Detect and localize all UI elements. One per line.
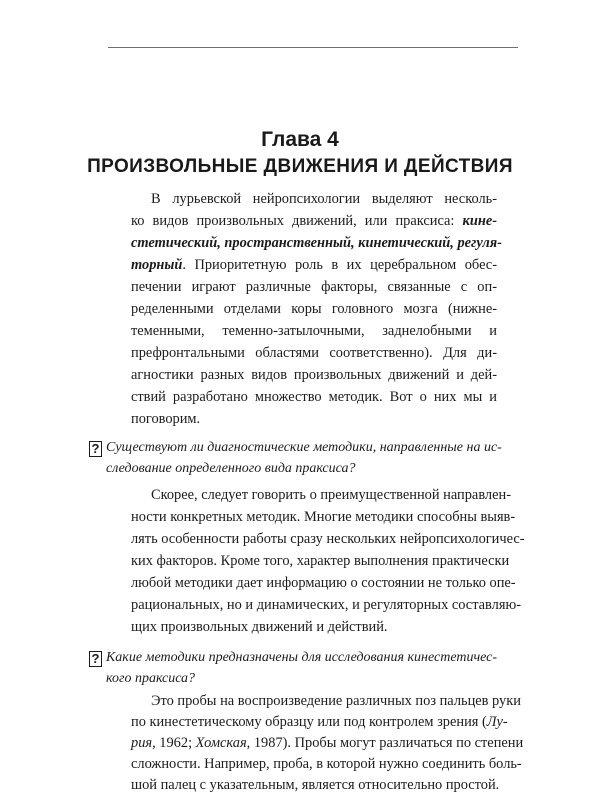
answer-line: ности конкретных методик. Многие методики способны выяв-: [131, 509, 516, 525]
question-line: кого праксиса?: [106, 671, 196, 686]
emphasis-term: кине-: [462, 213, 497, 229]
answer-line: ких факторов. Кроме того, характер выполнения практически: [131, 553, 510, 569]
answer-line: щих произвольных движений и действий.: [131, 619, 388, 635]
intro-line: ределенными отделами коры головного мозга (нижне-: [131, 301, 497, 317]
answer-line: шой палец с указательным, является относительно простой.: [131, 777, 500, 793]
question-mark-icon: ?: [89, 651, 102, 667]
intro-line: префронтальными областями соответственно). Для ди-: [131, 345, 497, 361]
emphasis-term: торный: [131, 257, 183, 273]
intro-line: В лурьевской нейропсихологии выделяют несколь-: [151, 191, 497, 207]
chapter-number: Глава 4: [261, 128, 339, 151]
answer-line: любой методики дает информацию о состоянии не только опе-: [131, 575, 516, 591]
answer-line: по кинестетическому образцу или под контролем зрения (Лу-: [131, 714, 508, 730]
intro-line: поговорим.: [131, 411, 201, 427]
header-rule: [108, 47, 518, 48]
answer-line: рия, 1962; Хомская, 1987). Пробы могут различаться по степени: [131, 735, 524, 751]
intro-line: печении играют различные факторы, связанные с оп-: [131, 279, 497, 295]
question-line: Какие методики предназначены для исследования кинестетичес-: [106, 650, 498, 665]
answer-line: рациональных, но и динамических, и регуляторных составляю-: [131, 597, 521, 613]
citation-author: Лу-: [486, 714, 508, 730]
intro-line: [131, 232, 502, 254]
intro-line: теменными, теменно-затылочными, заднелобными и: [131, 323, 497, 339]
question-line: Существуют ли диагностические методики, направленные на ис-: [106, 440, 502, 455]
intro-line: ствий разработано множество методик. Вот о них мы и: [131, 389, 497, 405]
intro-line: торный. Приоритетную роль в их церебральном обес-: [131, 257, 497, 273]
chapter-title: ПРОИЗВОЛЬНЫЕ ДВИЖЕНИЯ И ДЕЙСТВИЯ: [87, 156, 513, 177]
question-mark-icon: ?: [89, 441, 102, 457]
answer-line: Это пробы на воспроизведение различных поз пальцев руки: [151, 693, 521, 709]
intro-line: агностики разных видов произвольных движений и дей-: [131, 367, 497, 383]
intro-line: ко видов произвольных движений, или праксиса: кине-: [131, 213, 497, 229]
citation-author: рия: [131, 735, 153, 751]
emphasis-term: стетический, пространственный, кинетический, регуля-: [131, 235, 502, 251]
answer-line: сложности. Например, проба, в которой нужно соединить боль-: [131, 756, 522, 772]
answer-line: Скорее, следует говорить о преимущественной направлен-: [151, 487, 511, 503]
question-line: следование определенного вида праксиса?: [106, 461, 356, 476]
answer-line: лять особенности работы сразу нескольких нейропсихологичес-: [131, 531, 525, 547]
citation-author: Хомская: [195, 735, 247, 751]
